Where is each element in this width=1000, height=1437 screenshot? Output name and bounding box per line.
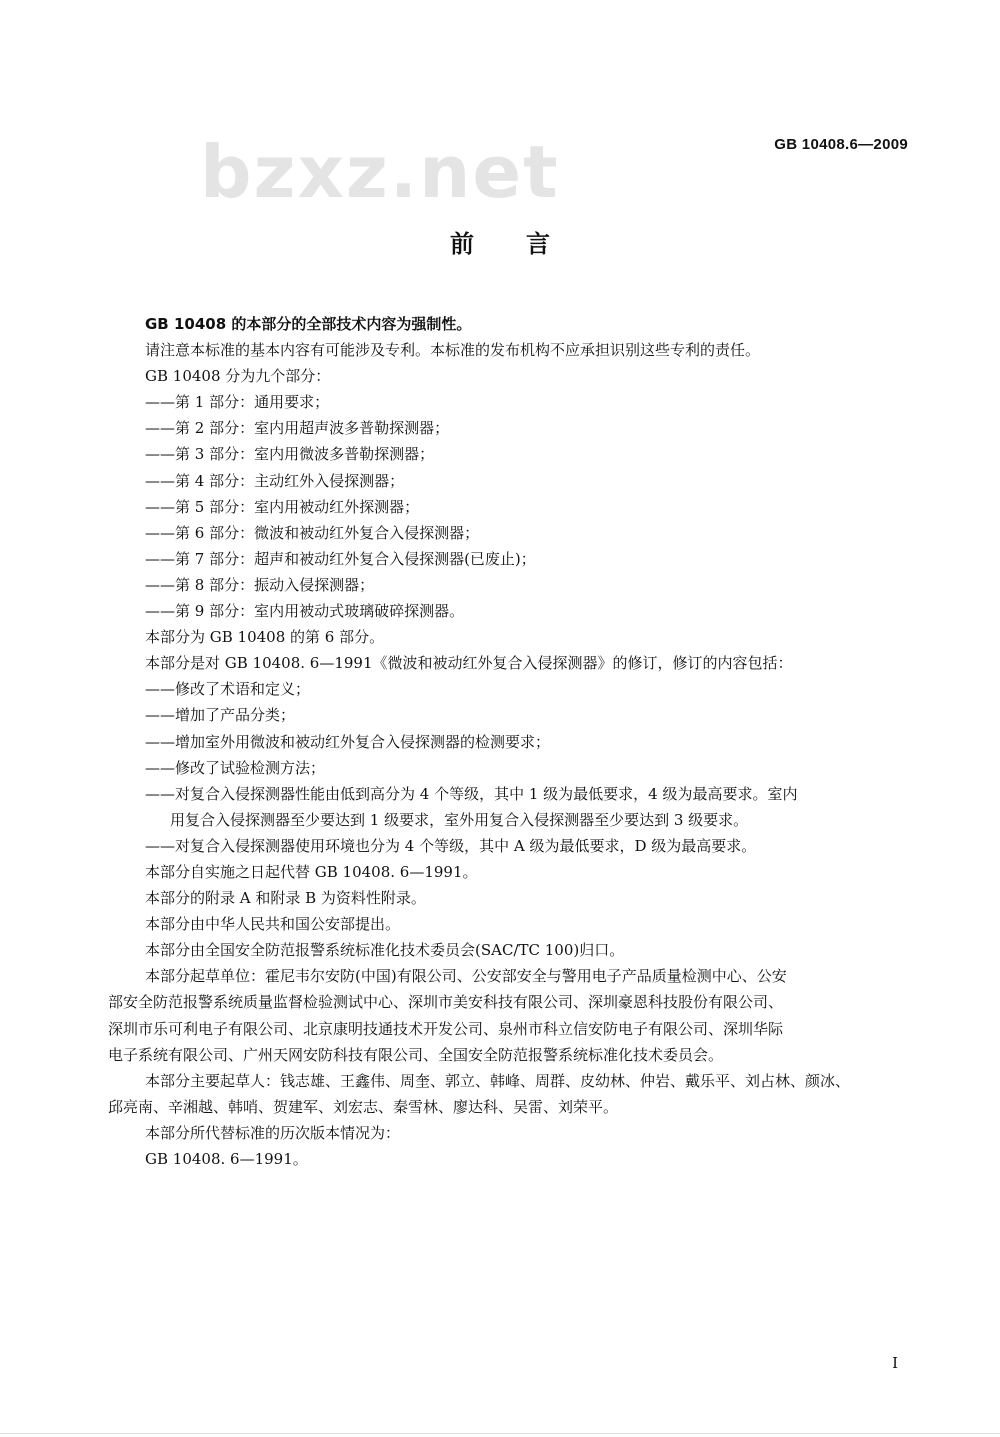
list-item: ——第 6 部分：微波和被动红外复合入侵探测器；: [145, 523, 480, 542]
list-item: ——对复合入侵探测器性能由低到高分为 4 个等级，其中 1 级为最低要求，4 级为最高要求。室内: [145, 784, 798, 803]
list-item: ——对复合入侵探测器使用环境也分为 4 个等级，其中 A 级为最低要求，D 级为最高要求。: [145, 836, 757, 855]
page-title: 前言: [450, 230, 602, 258]
list-item-continuation: 用复合入侵探测器至少要达到 1 级要求，室外用复合入侵探测器至少要达到 3 级要求。: [170, 810, 749, 829]
page-number: I: [892, 1354, 898, 1372]
paragraph: GB 10408. 6—1991。: [145, 1150, 308, 1168]
paragraph: 本部分的附录 A 和附录 B 为资料性附录。: [145, 889, 426, 908]
paragraph: 本部分起草单位：霍尼韦尔安防(中国)有限公司、公安部安全与警用电子产品质量检测中心、公安: [145, 967, 787, 986]
list-item: ——第 8 部分：振动入侵探测器；: [145, 575, 375, 594]
list-item: ——第 9 部分：室内用被动式玻璃破碎探测器。: [145, 602, 465, 621]
page-bottom-edge: [0, 1433, 1000, 1434]
paragraph: 本部分由中华人民共和国公安部提出。: [145, 915, 401, 934]
standard-number: GB 10408.6—2009: [774, 136, 908, 153]
list-item: ——第 5 部分：室内用被动红外探测器；: [145, 497, 420, 516]
paragraph-continuation: 邱亮南、辛湘越、韩哨、贺建军、刘宏志、秦雪林、廖达科、吴雷、刘荣平。: [108, 1097, 619, 1116]
paragraph: 本部分所代替标准的历次版本情况为：: [145, 1123, 401, 1142]
paragraph: GB 10408 的本部分的全部技术内容为强制性。: [145, 315, 472, 333]
list-item: ——第 7 部分：超声和被动红外复合入侵探测器(已废止)；: [145, 549, 536, 568]
list-item: ——修改了试验检测方法；: [145, 758, 326, 777]
list-item: ——第 1 部分：通用要求；: [145, 393, 330, 412]
foreword-body: [108, 311, 908, 1172]
list-item: ——增加室外用微波和被动红外复合入侵探测器的检测要求；: [145, 732, 551, 751]
paragraph: 本部分由全国安全防范报警系统标准化技术委员会(SAC/TC 100)归口。: [145, 941, 625, 960]
list-item: ——第 4 部分：主动红外入侵探测器；: [145, 471, 405, 490]
paragraph: 本部分为 GB 10408 的第 6 部分。: [145, 628, 385, 647]
paragraph: GB 10408 分为九个部分：: [145, 367, 331, 386]
list-item: ——修改了术语和定义；: [145, 680, 311, 699]
paragraph-continuation: 深圳市乐可利电子有限公司、北京康明技通技术开发公司、泉州市科立信安防电子有限公司、深圳华际: [108, 1019, 784, 1038]
list-item: ——第 3 部分：室内用微波多普勒探测器；: [145, 445, 435, 464]
watermark: bzxz.net: [200, 130, 560, 214]
list-item: ——增加了产品分类；: [145, 706, 296, 725]
paragraph-continuation: 部安全防范报警系统质量监督检验测试中心、深圳市美安科技有限公司、深圳豪恩科技股份有限公司、: [108, 993, 784, 1012]
paragraph: 本部分主要起草人：钱志雄、王鑫伟、周奎、郭立、韩峰、周群、皮幼林、仲岩、戴乐平、刘占林、颜冰、: [145, 1071, 851, 1090]
list-item: ——第 2 部分：室内用超声波多普勒探测器；: [145, 419, 450, 438]
paragraph: 本部分自实施之日起代替 GB 10408. 6—1991。: [145, 862, 478, 881]
paragraph-continuation: 电子系统有限公司、广州天网安防科技有限公司、全国安全防范报警系统标准化技术委员会。: [108, 1045, 724, 1064]
paragraph: 本部分是对 GB 10408. 6—1991《微波和被动红外复合入侵探测器》的修订，修订的内容包括：: [145, 654, 793, 673]
paragraph: 请注意本标准的基本内容有可能涉及专利。本标准的发布机构不应承担识别这些专利的责任。: [145, 341, 761, 360]
